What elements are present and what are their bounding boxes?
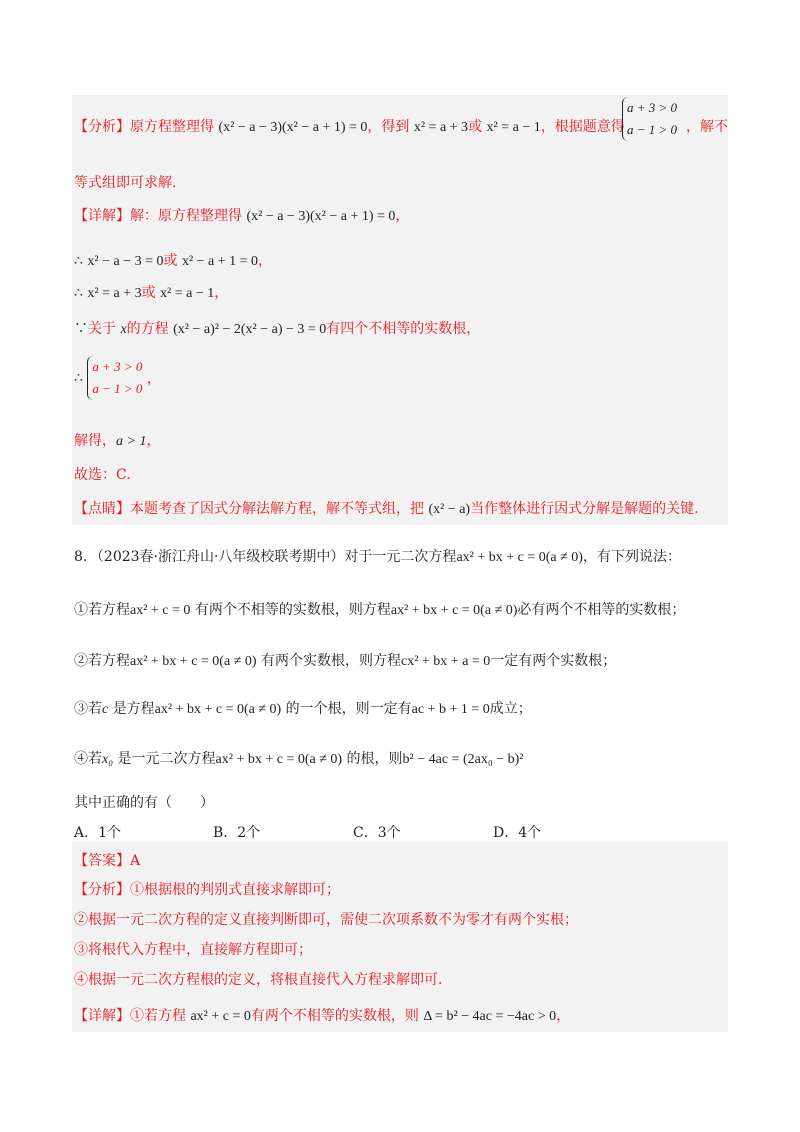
ans-detail-1: 【详解】①若方程 ax² + c = 0有两个不相等的实数根，则 Δ = b² − 4ac = −4ac > 0， (74, 1008, 571, 1024)
ans-analysis-4: ④根据一元二次方程根的定义，将根直接代入方程求解即可. (74, 972, 443, 988)
q8-option-c: C．3个 (353, 825, 401, 841)
detail-line-4: ∵关于 x的方程 (x² − a)² − 2(x² − a) − 3 = 0有四个不相等的实数根， (74, 321, 481, 337)
answer-line: 【答案】A (74, 853, 141, 869)
solution-box-1 (72, 95, 728, 525)
analysis-inequality-system: a + 3 > 0 a − 1 > 0 (622, 97, 677, 141)
detail-line-2: ∴ x² − a − 3 = 0或 x² − a + 1 = 0， (74, 253, 273, 269)
analysis-line-cont: 等式组即可求解. (74, 175, 177, 191)
comment-line: 【点睛】本题考查了因式分解法解方程，解不等式组，把 (x² − a)当作整体进行因式分解是解题的关键. (74, 501, 699, 517)
q8-heading: 8．（2023春·浙江舟山·八年级校联考期中）对于一元二次方程ax² + bx + c = 0(a ≠ 0)，有下列说法： (74, 549, 681, 565)
detail-system: ∴ a + 3 > 0 a − 1 > 0 ， (74, 356, 161, 400)
solution-box-2 (72, 842, 728, 1032)
detail-line-1: 【详解】解：原方程整理得 (x² − a − 3)(x² − a + 1) = 0， (74, 208, 410, 224)
q8-option-a: A．1个 (74, 825, 122, 841)
detail-line-3: ∴ x² = a + 3或 x² = a − 1， (74, 285, 229, 301)
q8-item-2: ②若方程ax² + bx + c = 0(a ≠ 0) 有两个实数根，则方程cx² + bx + a = 0一定有两个实数根； (74, 653, 617, 669)
q8-question: 其中正确的有（ ） (74, 795, 214, 811)
q8-option-b: B．2个 (213, 825, 261, 841)
q8-item-4: ④若x₀ 是一元二次方程ax² + bx + c = 0(a ≠ 0) 的根，则b² − 4ac = (2ax₀ − b)² (74, 751, 524, 767)
ans-analysis-3: ③将根代入方程中，直接解方程即可； (74, 942, 312, 958)
q8-item-1: ①若方程ax² + c = 0 有两个不相等的实数根，则方程ax² + bx + c = 0(a ≠ 0)必有两个不相等的实数根； (74, 602, 686, 618)
ans-analysis-1: 【分析】①根据根的判别式直接求解即可； (74, 882, 340, 898)
q8-option-d: D．4个 (493, 825, 542, 841)
q8-item-3: ③若c 是方程ax² + bx + c = 0(a ≠ 0) 的一个根，则一定有ac + b + 1 = 0成立； (74, 701, 532, 717)
analysis-line-end: ，解不 (686, 119, 728, 135)
analysis-line: 【分析】原方程整理得 (x² − a − 3)(x² − a + 1) = 0，得到 x² = a + 3或 x² = a − 1，根据题意得 (74, 119, 625, 135)
choose-line: 故选：C. (74, 467, 131, 483)
ans-analysis-2: ②根据一元二次方程的定义直接判断即可，需使二次项系数不为零才有两个实根； (74, 912, 578, 928)
solve-line: 解得，a > 1， (74, 433, 161, 449)
